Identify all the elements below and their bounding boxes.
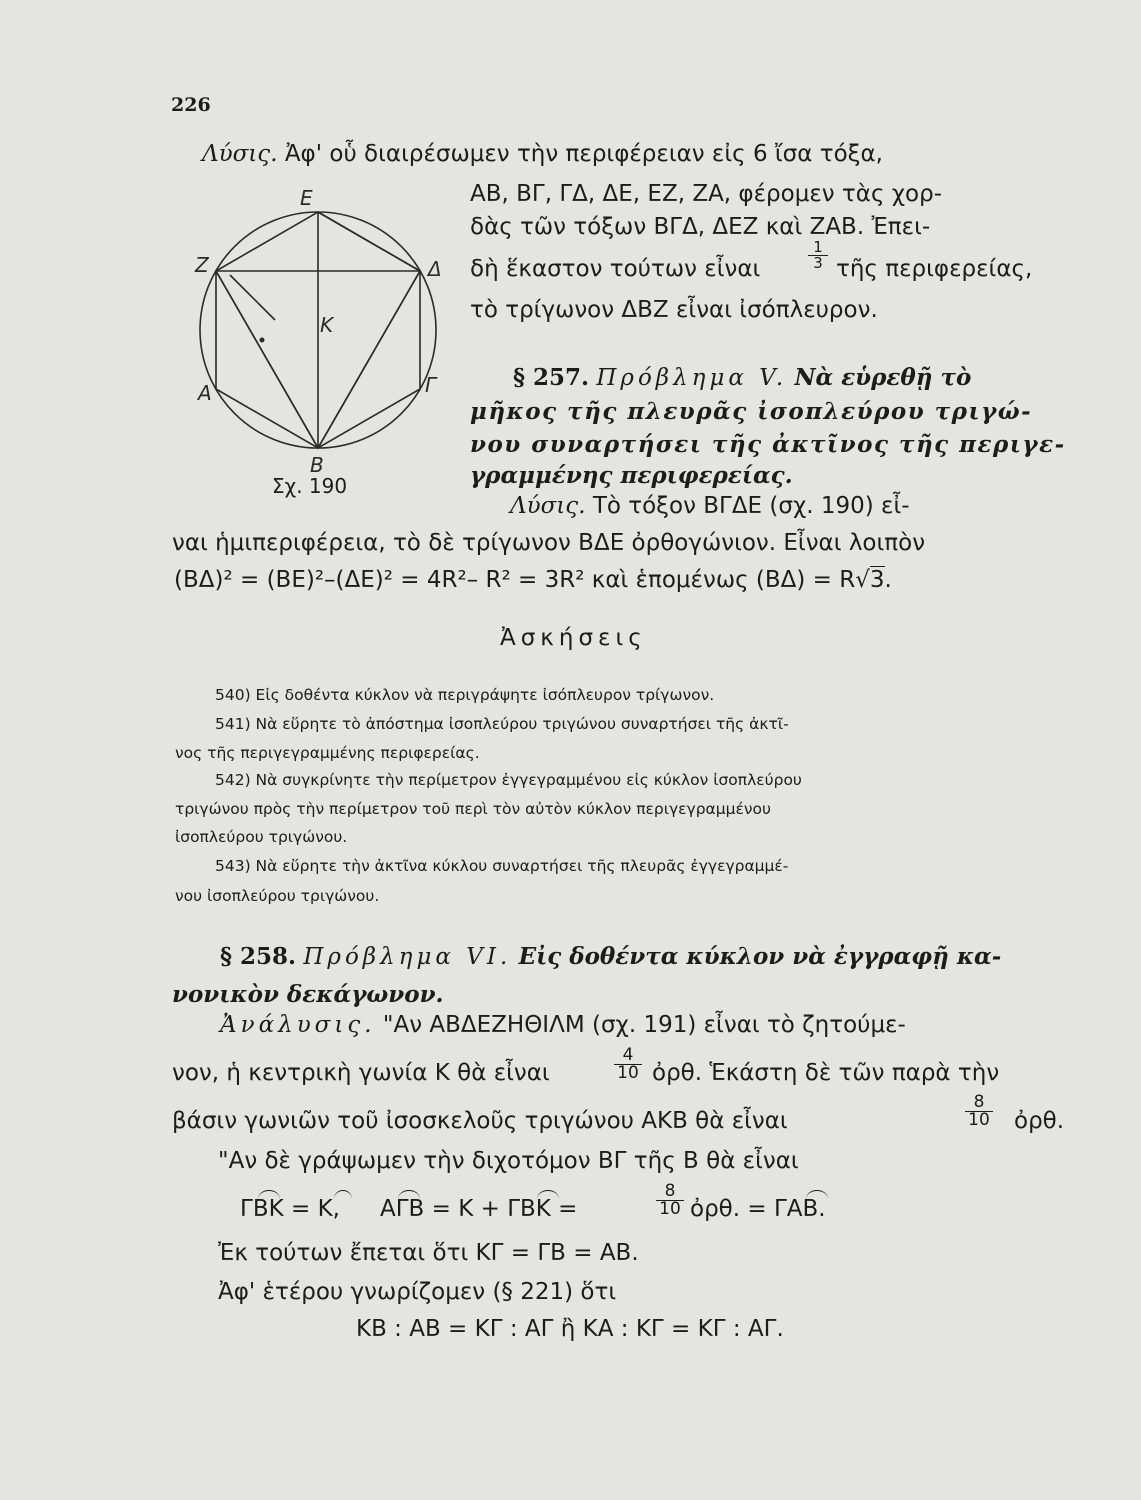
radius-hint bbox=[230, 275, 275, 320]
analysis-line-3b: ὀρθ. bbox=[1014, 1108, 1065, 1134]
fraction-denominator: 10 bbox=[656, 1200, 684, 1218]
section-257-line-1 bbox=[513, 364, 971, 391]
section-257-solution-2: ναι ἡμιπεριφέρεια, τὸ δὲ τρίγωνον ΒΔΕ ὀρθογώνιον. Εἶναι λοιπὸν bbox=[172, 530, 926, 556]
line-ek: Ἐκ τούτων ἔπεται ὅτι ΚΓ = ΓΒ = ΑΒ. bbox=[218, 1240, 639, 1266]
exercises-title: Ἀσκήσεις bbox=[500, 625, 647, 651]
exercise-542: 542) Νὰ συγκρίνητε τὴν περίμετρον ἐγγεγραμμένου εἰς κύκλον ἰσοπλεύρου bbox=[215, 771, 802, 789]
section-257-formula: (ΒΔ)² = (ΒΕ)²–(ΔΕ)² = 4R²– R² = 3R² καὶ ἑπομένως (ΒΔ) = R bbox=[174, 567, 856, 593]
label-k: K bbox=[320, 313, 334, 337]
section-257-problem: Πρόβλημα V. bbox=[596, 365, 788, 391]
section-258-line-1 bbox=[220, 943, 1001, 970]
section-258-problem: Πρόβλημα VI. bbox=[303, 944, 512, 970]
figure-caption: Σχ. 190 bbox=[272, 474, 348, 498]
exercise-540: 540) Εἰς δοθέντα κύκλον νὰ περιγράψητε ἰσόπλευρον τρίγωνον. bbox=[215, 686, 715, 704]
label-g: Γ bbox=[425, 373, 437, 397]
solution-label: Λύσις. bbox=[202, 141, 278, 167]
exercise-543: 543) Νὰ εὕρητε τὴν ἀκτῖνα κύκλου συναρτήσει τῆς πλευρᾶς ἐγγεγραμμέ- bbox=[215, 857, 789, 875]
exercise-543-cont: νου ἰσοπλεύρου τριγώνου. bbox=[175, 887, 380, 905]
label-d: Δ bbox=[428, 257, 442, 281]
section-257-solution-1 bbox=[510, 493, 910, 519]
exercise-541: 541) Νὰ εὕρητε τὸ ἀπόστημα ἰσοπλεύρου τριγώνου συναρτήσει τῆς ἀκτῖ- bbox=[215, 715, 789, 733]
label-e: E bbox=[300, 186, 313, 210]
section-258-title-2: νονικὸν δεκάγωνον. bbox=[172, 981, 444, 1008]
angle-arc-gbk bbox=[258, 1190, 280, 1199]
exercise-542-cont-1: τριγώνου πρὸς τὴν περίμετρον τοῦ περὶ τὸν αὐτὸν κύκλον περιγεγραμμένου bbox=[175, 800, 771, 818]
label-z: Z bbox=[195, 253, 209, 277]
fraction-eight-tenths-2 bbox=[656, 1183, 684, 1218]
page-number: 226 bbox=[171, 94, 211, 116]
section-257-title-1: Νὰ εὑρεθῇ τὸ bbox=[794, 364, 972, 391]
sqrt-icon: √ bbox=[855, 567, 870, 593]
angle-arc-gab bbox=[806, 1190, 828, 1199]
section-257-formula-end: . bbox=[884, 567, 892, 593]
section-258-number: § 258. bbox=[220, 943, 297, 970]
analysis-line-1 bbox=[220, 1012, 906, 1038]
solution-line-5: τὸ τρίγωνον ΔΒΖ εἶναι ἰσόπλευρον. bbox=[470, 297, 878, 323]
solution-line-4 bbox=[470, 256, 760, 282]
solution-line-2: ΑΒ, ΒΓ, ΓΔ, ΔΕ, ΕΖ, ΖΑ, φέρομεν τὰς χορ- bbox=[470, 181, 943, 207]
section-257-solution-3 bbox=[174, 567, 892, 593]
section-257-title-4: γραμμένης περιφερείας. bbox=[470, 462, 793, 489]
exercise-541-cont: νος τῆς περιγεγραμμένης περιφερείας. bbox=[175, 744, 480, 762]
analysis-text-1: "Αν ΑΒΔΕΖΗΘΙΛΜ (σχ. 191) εἶναι τὸ ζητούμε- bbox=[382, 1012, 906, 1038]
section-257-title-2: μῆκος τῆς πλευρᾶς ἰσοπλεύρου τριγώ- bbox=[470, 398, 1033, 425]
equation-1a: ΓΒΚ = Κ, bbox=[240, 1196, 340, 1222]
fraction-numerator: 4 bbox=[622, 1045, 634, 1065]
analysis-line-4: "Αν δὲ γράψωμεν τὴν διχοτόμον ΒΓ τῆς Β θὰ εἶναι bbox=[218, 1148, 799, 1174]
equation-1c: ὀρθ. = ΓΑΒ. bbox=[690, 1196, 826, 1222]
fraction-one-third bbox=[808, 240, 828, 271]
analysis-line-2a: νον, ἡ κεντρικὴ γωνία Κ θὰ εἶναι bbox=[172, 1060, 550, 1086]
line-af: Ἀφ' ἑτέρου γνωρίζομεν (§ 221) ὅτι bbox=[218, 1279, 617, 1305]
fraction-denominator: 3 bbox=[808, 255, 828, 271]
sqrt-radicand: 3 bbox=[869, 567, 885, 593]
section-257-solution-text-1: Τὸ τόξον ΒΓΔΕ (σχ. 190) εἶ- bbox=[592, 493, 910, 519]
chord-bd bbox=[318, 271, 420, 448]
section-257-solution-label: Λύσις. bbox=[510, 493, 586, 519]
section-257-title-3: νου συναρτήσει τῆς ἀκτῖνος τῆς περιγε- bbox=[470, 431, 1066, 458]
angle-arc-gbk-2 bbox=[537, 1190, 559, 1199]
fraction-eight-tenths-1 bbox=[965, 1094, 993, 1129]
label-a: A bbox=[198, 381, 212, 405]
analysis-line-3a: βάσιν γωνιῶν τοῦ ἰσοσκελοῦς τριγώνου ΑΚΒ θὰ εἶναι bbox=[172, 1108, 788, 1134]
solution-text-1: Ἀφ' οὗ διαιρέσωμεν τὴν περιφέρειαν εἰς 6 ἴσα τόξα, bbox=[284, 141, 883, 167]
fraction-numerator: 8 bbox=[664, 1181, 676, 1201]
solution-line-3: δὰς τῶν τόξων ΒΓΔ, ΔΕΖ καὶ ΖΑΒ. Ἐπει- bbox=[470, 214, 931, 240]
angle-arc-k bbox=[334, 1190, 352, 1199]
section-257-number: § 257. bbox=[513, 364, 590, 391]
label-b: B bbox=[310, 453, 324, 477]
fraction-four-tenths bbox=[614, 1047, 642, 1082]
analysis-label: Ἀνάλυσις. bbox=[220, 1012, 376, 1038]
equation-1b: ΑΓΒ = Κ + ΓΒΚ = bbox=[380, 1196, 578, 1222]
fraction-numerator: 8 bbox=[973, 1092, 985, 1112]
chord-zb bbox=[216, 271, 318, 448]
chord-ed bbox=[318, 212, 420, 271]
solution-text-4a: δὴ ἕκαστον τούτων εἶναι bbox=[470, 256, 761, 282]
center-point bbox=[260, 338, 265, 343]
figure-190 bbox=[180, 180, 460, 480]
angle-arc-agb bbox=[398, 1190, 420, 1199]
exercise-542-cont-2: ἰσοπλεύρου τριγώνου. bbox=[175, 828, 348, 846]
fraction-denominator: 10 bbox=[965, 1111, 993, 1129]
section-258-title-1: Εἰς δοθέντα κύκλον νὰ ἐγγραφῇ κα- bbox=[518, 943, 1002, 970]
solution-text-4b: τῆς περιφερείας, bbox=[836, 256, 1033, 282]
equation-final: ΚΒ : ΑΒ = ΚΓ : ΑΓ ἢ ΚΑ : ΚΓ = ΚΓ : ΑΓ. bbox=[356, 1316, 784, 1342]
fraction-denominator: 10 bbox=[614, 1064, 642, 1082]
fraction-numerator: 1 bbox=[813, 238, 823, 256]
analysis-line-2b: ὀρθ. Ἑκάστη δὲ τῶν παρὰ τὴν bbox=[652, 1060, 1000, 1086]
solution-line-1 bbox=[202, 141, 883, 167]
